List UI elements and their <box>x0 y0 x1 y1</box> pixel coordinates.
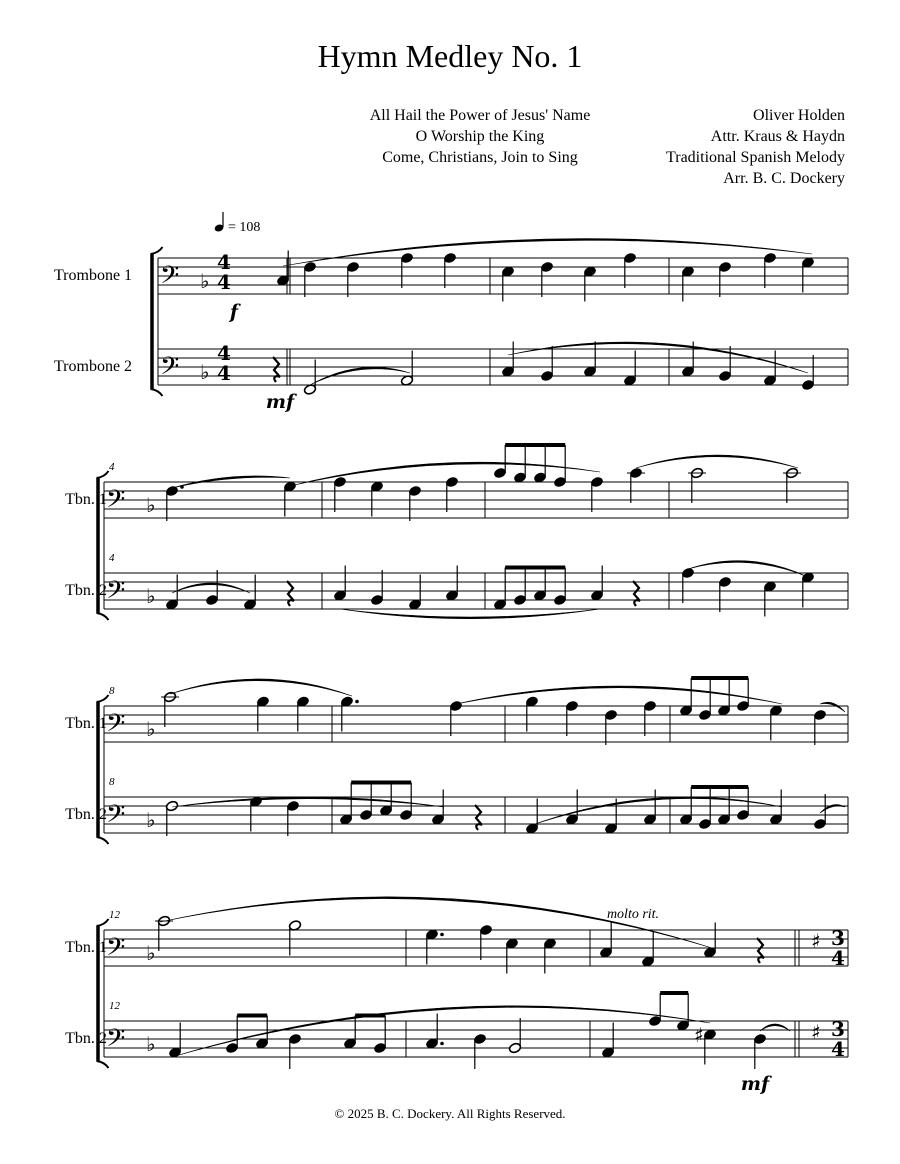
arranger-credit: Arr. B. C. Dockery <box>723 170 845 187</box>
page-title: Hymn Medley No. 1 <box>317 38 583 74</box>
composer-credit: Oliver Holden <box>753 107 845 124</box>
time-signature-bottom: 4 <box>831 1037 845 1061</box>
bass-clef-icon: 𝄢 <box>160 352 180 387</box>
slur <box>172 1006 710 1057</box>
instrument-name: Trombone 1 <box>53 267 133 284</box>
time-signature-bottom: 4 <box>831 946 845 970</box>
quarter-rest <box>287 581 294 606</box>
bracket-hook <box>97 613 109 620</box>
dynamic-mezzo-forte: mf <box>740 1073 770 1095</box>
quarter-rest <box>475 805 482 830</box>
instrument-name: Tbn. 2 <box>65 582 107 599</box>
hymn-title: O Worship the King <box>415 128 545 145</box>
slur <box>170 679 352 696</box>
flat-icon: ♭ <box>146 717 156 741</box>
measure-number: 8 <box>109 776 115 788</box>
dot <box>440 1042 444 1046</box>
slur <box>636 455 798 468</box>
composer-credit: Attr. Kraus & Haydn <box>710 128 845 145</box>
hymn-title: All Hail the Power of Jesus' Name <box>369 107 591 124</box>
bass-clef-icon: 𝄢 <box>106 576 126 611</box>
instrument-name: Tbn. 2 <box>65 1030 107 1047</box>
bracket-hook <box>97 695 109 702</box>
flat-icon: ♭ <box>146 584 156 608</box>
slur <box>820 702 845 712</box>
bass-clef-icon: 𝄢 <box>106 485 126 520</box>
expression-text: molto rit. <box>606 907 660 922</box>
time-signature-bottom: 4 <box>217 270 231 294</box>
quarter-rest <box>757 938 764 963</box>
tempo-marking <box>214 212 261 235</box>
slur <box>340 609 600 619</box>
bracket-hook <box>97 1061 109 1068</box>
bracket-hook <box>97 837 109 844</box>
dot <box>440 933 444 937</box>
time-signature-top: 3 <box>831 1017 845 1041</box>
bass-clef-icon: 𝄢 <box>160 261 180 296</box>
dynamic-forte: f <box>229 301 239 323</box>
flat-icon: ♭ <box>200 360 210 384</box>
quarter-rest <box>633 581 640 606</box>
measure-number: 4 <box>109 552 115 564</box>
bracket-hook <box>151 389 163 396</box>
time-signature-top: 3 <box>831 926 845 950</box>
sharp-icon: ♯ <box>811 1020 821 1044</box>
sharp-icon: ♯ <box>811 929 821 953</box>
measure-number: 12 <box>109 909 120 921</box>
flat-icon: ♭ <box>146 493 156 517</box>
flat-icon: ♭ <box>200 269 210 293</box>
instrument-name: Tbn. 2 <box>65 806 107 823</box>
bass-clef-icon: 𝄢 <box>106 933 126 968</box>
flat-icon: ♭ <box>146 808 156 832</box>
dynamic-mezzo-forte: mf <box>265 391 295 413</box>
bass-clef-icon: 𝄢 <box>106 709 126 744</box>
hymn-title: Come, Christians, Join to Sing <box>382 149 578 166</box>
sharp-icon: ♯ <box>694 1023 704 1047</box>
time-signature-bottom: 4 <box>217 361 231 385</box>
instrument-name: Tbn. 1 <box>65 939 107 956</box>
composer-credit: Traditional Spanish Melody <box>666 149 845 166</box>
instrument-name: Tbn. 1 <box>65 491 107 508</box>
quarter-rest <box>273 357 280 382</box>
bracket-hook <box>97 919 109 926</box>
measure-number: 12 <box>109 1000 120 1012</box>
copyright-notice: © 2025 B. C. Dockery. All Rights Reserved. <box>334 1106 566 1121</box>
tempo-text: = 108 <box>228 220 261 235</box>
instrument-name: Tbn. 1 <box>65 715 107 732</box>
bass-clef-icon: 𝄢 <box>106 1024 126 1059</box>
measure-number: 4 <box>109 461 115 473</box>
slur <box>160 897 712 948</box>
slur <box>283 239 812 266</box>
bass-clef-icon: 𝄢 <box>106 800 126 835</box>
slur <box>456 686 782 704</box>
slur <box>688 561 808 577</box>
flat-icon: ♭ <box>146 941 156 965</box>
flat-icon: ♭ <box>146 1032 156 1056</box>
bracket-hook <box>151 247 163 254</box>
dot <box>355 700 359 704</box>
instrument-name: Trombone 2 <box>53 358 133 375</box>
measure-number: 8 <box>109 685 115 697</box>
notation-layer <box>97 239 849 1069</box>
time-signature-top: 4 <box>217 341 231 365</box>
time-signature-top: 4 <box>217 250 231 274</box>
bracket-hook <box>97 471 109 478</box>
